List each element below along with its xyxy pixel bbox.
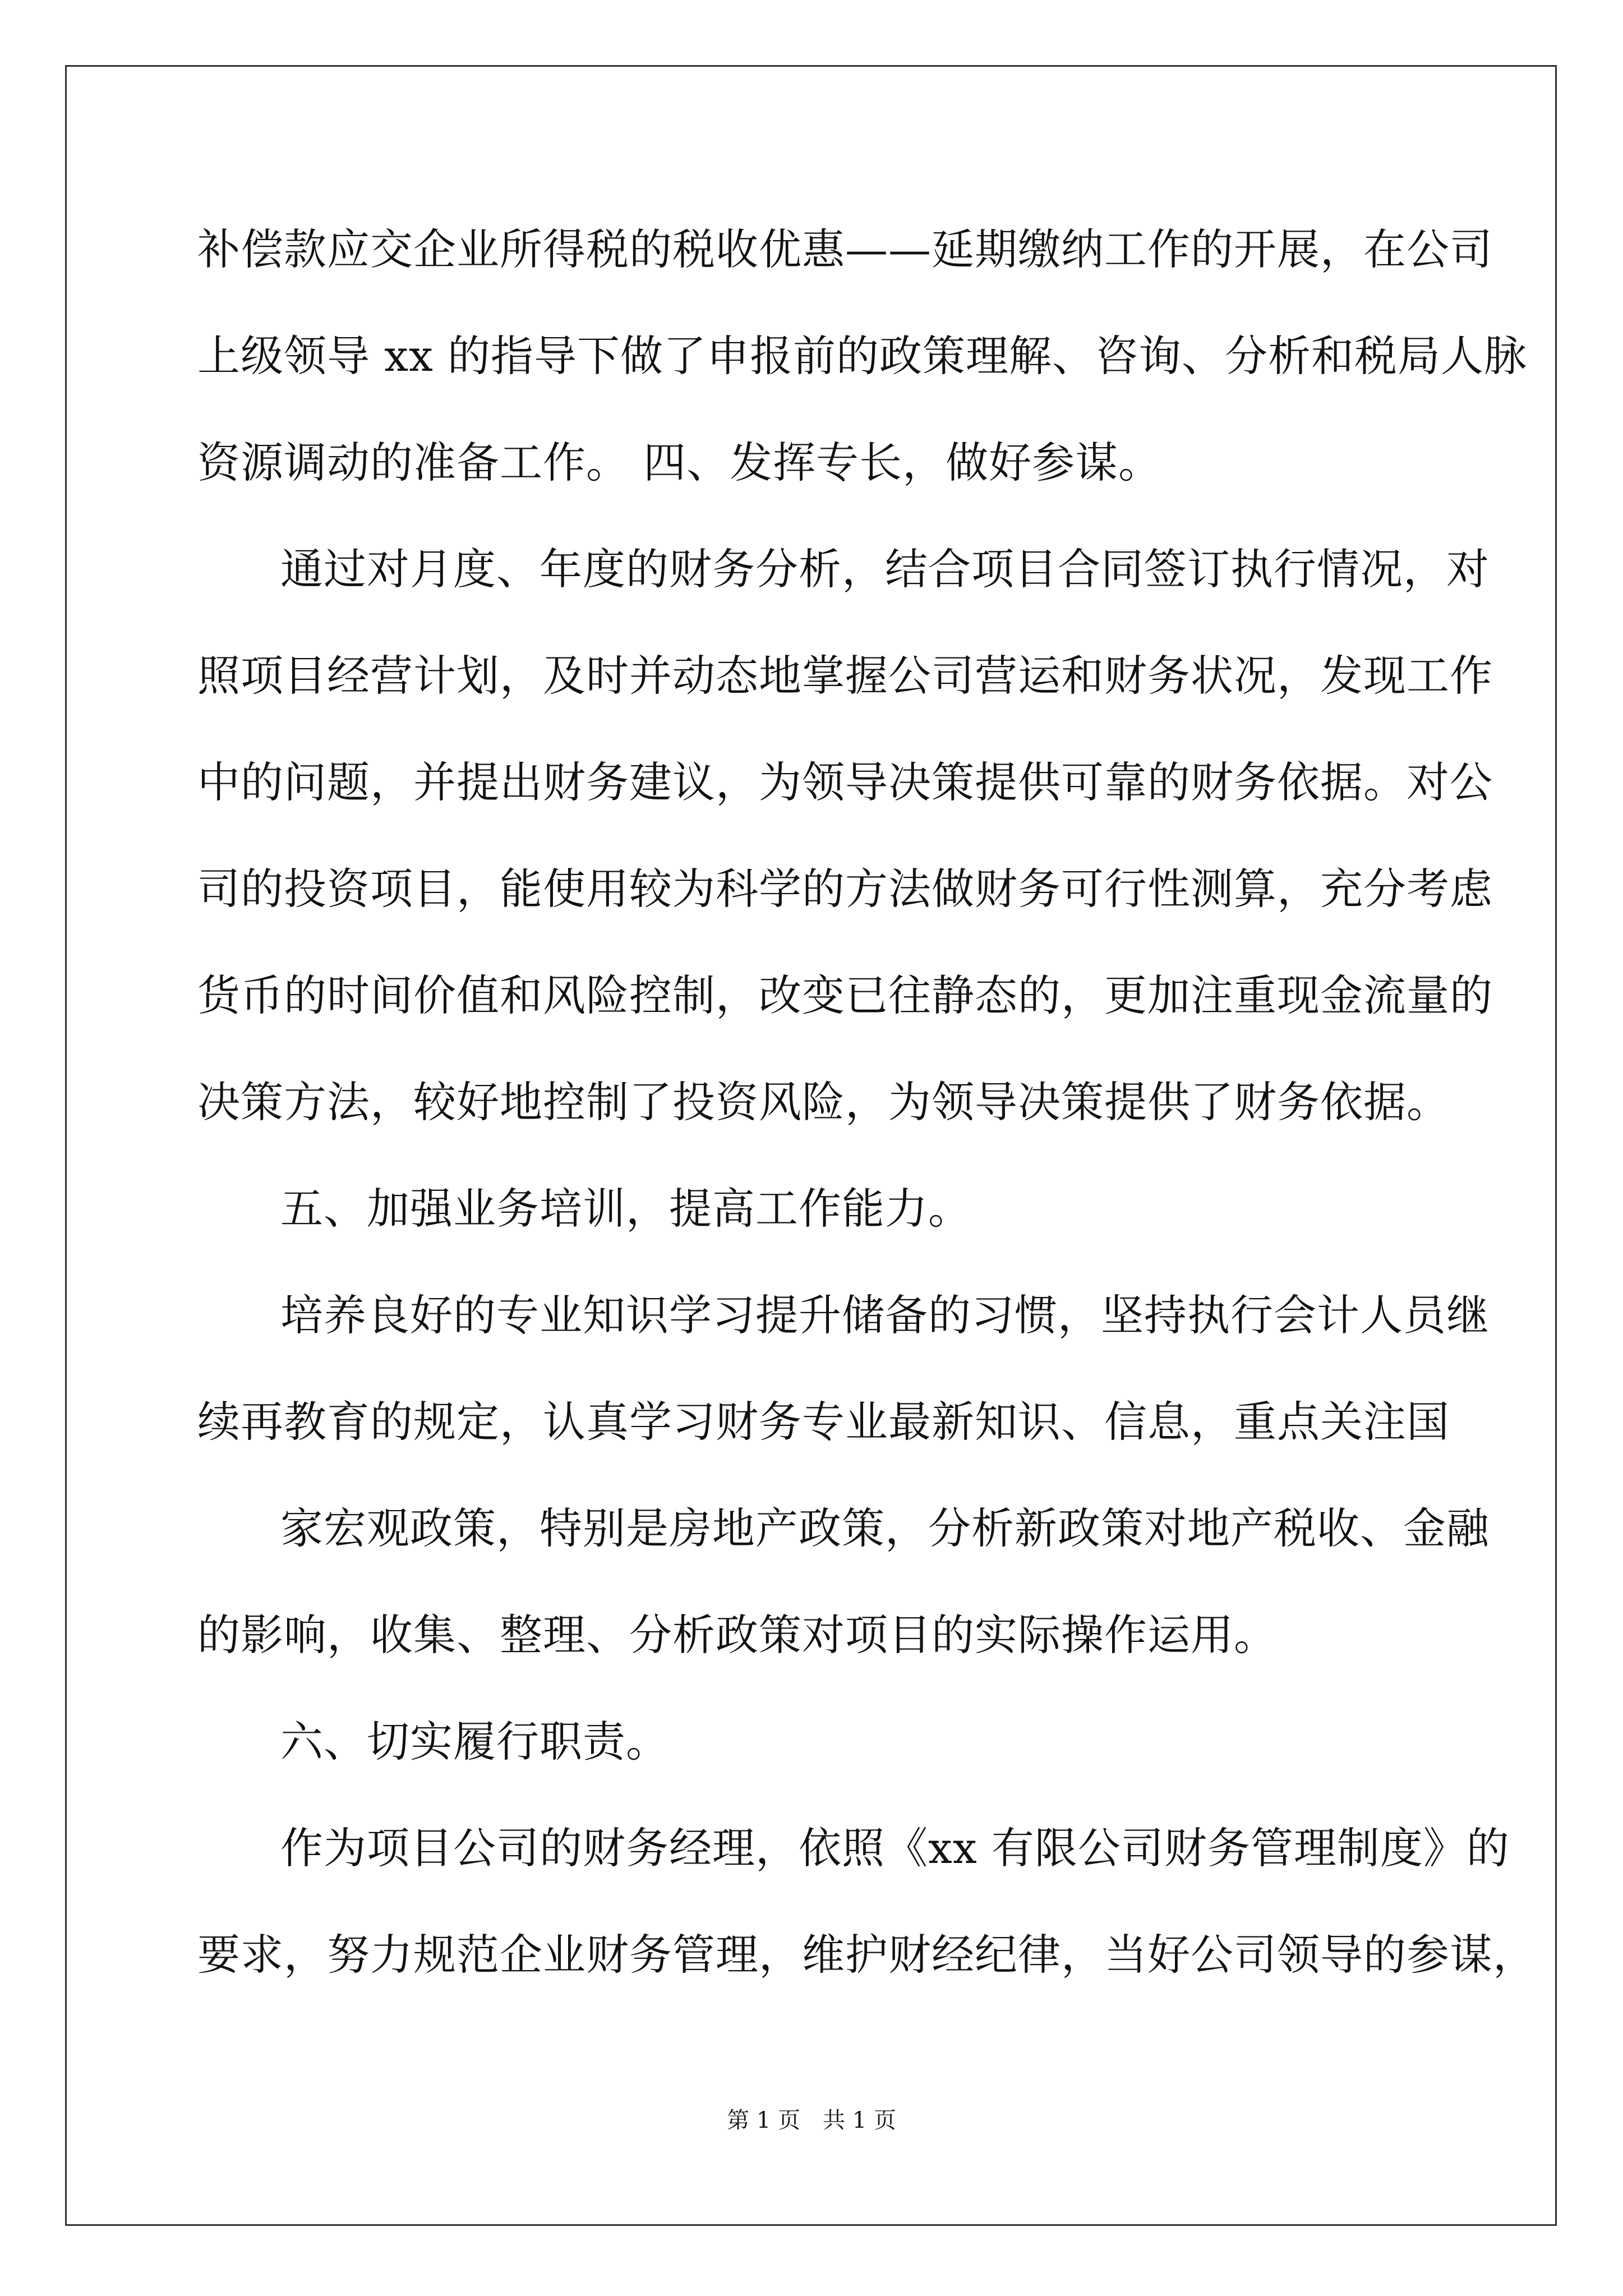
section-heading-6: 六、切实履行职责。 <box>280 1717 669 1766</box>
text-line-9: 决策方法，较好地控制了投资风险，为领导决策提供了财务依据。 <box>197 1077 1450 1127</box>
text-line-4: 通过对月度、年度的财务分析，结合项目合同签订执行情况，对 <box>280 544 1490 594</box>
text-line-8: 货币的时间价值和风险控制，改变已往静态的，更加注重现金流量的 <box>197 970 1493 1020</box>
text-line-1: 补偿款应交企业所得税的税收优惠——延期缴纳工作的开展，在公司 <box>197 224 1493 274</box>
text-line-12: 续再教育的规定，认真学习财务专业最新知识、信息，重点关注国 <box>197 1397 1450 1447</box>
text-line-7: 司的投资项目，能使用较为科学的方法做财务可行性测算，充分考虑 <box>197 864 1493 914</box>
text-line-16: 作为项目公司的财务经理，依照《xx 有限公司财务管理制度》的 <box>280 1823 1510 1873</box>
text-line-13: 家宏观政策，特别是房地产政策，分析新政策对地产税收、金融 <box>280 1503 1490 1553</box>
text-line-14: 的影响，收集、整理、分析政策对项目的实际操作运用。 <box>197 1610 1277 1660</box>
text-line-6: 中的问题，并提出财务建议，为领导决策提供可靠的财务依据。对公 <box>197 757 1493 807</box>
text-line-17: 要求，努力规范企业财务管理，维护财经纪律，当好公司领导的参谋， <box>197 1930 1536 1980</box>
text-line-11: 培养良好的专业知识学习提升储备的习惯，坚持执行会计人员继 <box>280 1290 1490 1340</box>
document-body <box>197 196 1536 2008</box>
text-line-2: 上级领导 xx 的指导下做了申报前的政策理解、咨询、分析和税局人脉 <box>197 331 1528 381</box>
text-line-3: 资源调动的准备工作。 四、发挥专长，做好参谋。 <box>197 438 1162 487</box>
page-number-footer: 第 1 页 共 1 页 <box>727 2108 896 2133</box>
text-line-5: 照项目经营计划，及时并动态地掌握公司营运和财务状况，发现工作 <box>197 651 1493 701</box>
section-heading-5: 五、加强业务培训，提高工作能力。 <box>280 1184 971 1234</box>
